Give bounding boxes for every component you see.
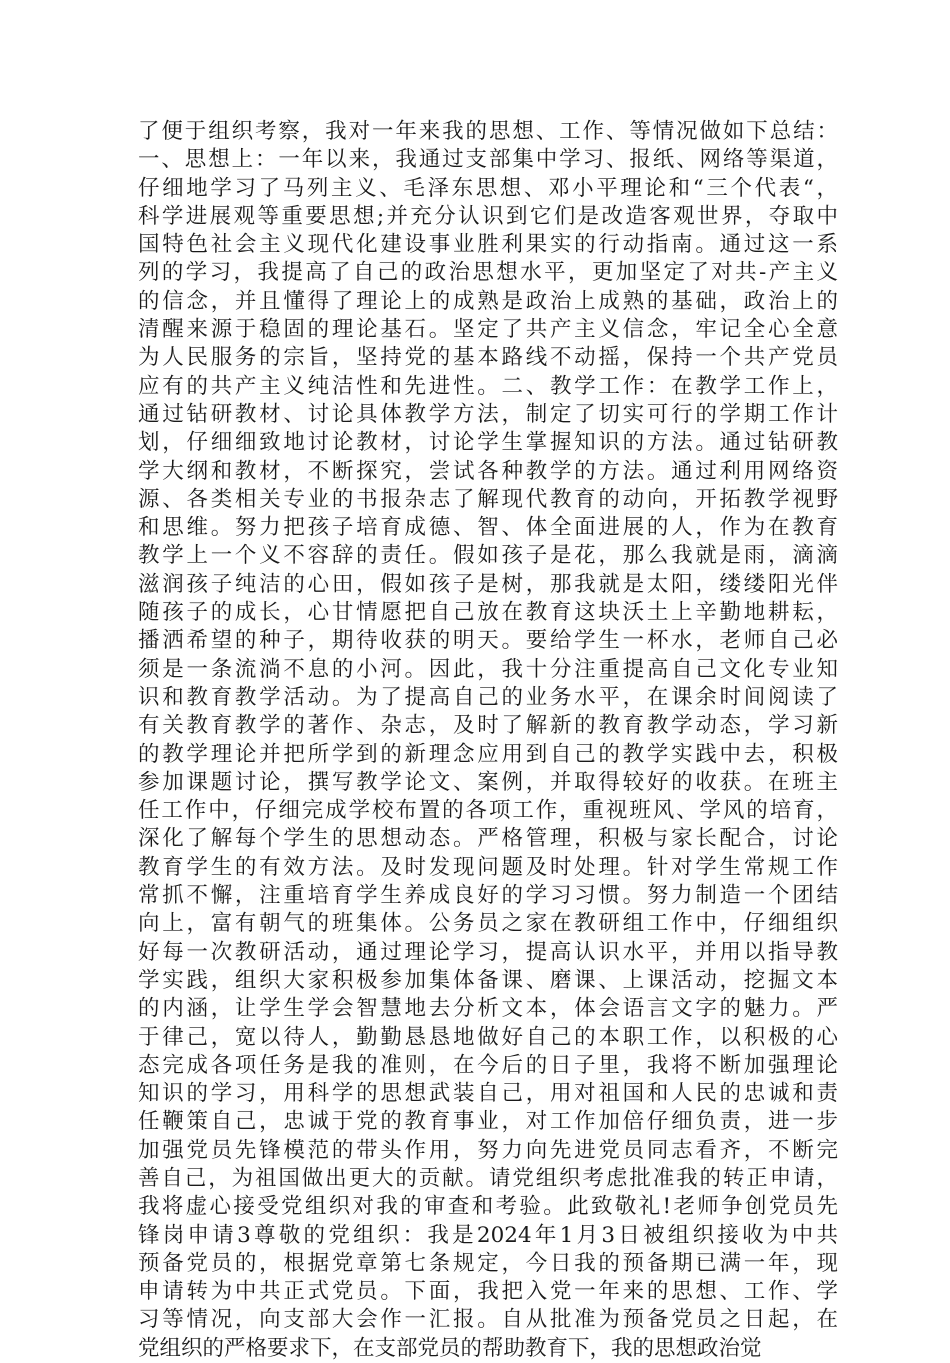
text-line: 通过钻研教材、讨论具体教学方法，制定了切实可行的学期工作计: [138, 401, 838, 427]
text-line: 学大纲和教材，不断探究，尝试各种教学的方法。通过利用网络资: [138, 458, 838, 484]
text-line: 国特色社会主义现代化建设事业胜利果实的行动指南。通过这一系: [138, 232, 838, 258]
text-line: 我将虚心接受党组织对我的审查和考验。此致敬礼!老师争创党员先: [138, 1194, 838, 1220]
text-line: 锋岗申请3尊敬的党组织：我是2024年1月3日被组织接收为中共: [138, 1222, 838, 1248]
text-line: 为人民服务的宗旨，坚持党的基本路线不动摇，保持一个共产党员: [138, 345, 838, 371]
text-line: 善自己，为祖国做出更大的贡献。请党组织考虑批准我的转正申请，: [138, 1165, 838, 1191]
text-line: 申请转为中共正式党员。下面，我把入党一年来的思想、工作、学: [138, 1279, 838, 1305]
document-body: [138, 118, 838, 1363]
text-line: 教学上一个义不容辞的责任。假如孩子是花，那么我就是雨，滴滴: [138, 543, 838, 569]
text-line: 源、各类相关专业的书报杂志了解现代教育的动向，开拓教学视野: [138, 486, 838, 512]
text-line: 随孩子的成长，心甘情愿把自己放在教育这块沃土上辛勤地耕耘，: [138, 600, 838, 626]
text-line: 清醒来源于稳固的理论基石。坚定了共产主义信念，牢记全心全意: [138, 317, 838, 343]
text-line: 任工作中，仔细完成学校布置的各项工作，重视班风、学风的培育，: [138, 798, 838, 824]
text-line: 深化了解每个学生的思想动态。严格管理，积极与家长配合，讨论: [138, 826, 838, 852]
text-line: 常抓不懈，注重培育学生养成良好的学习习惯。努力制造一个团结: [138, 883, 838, 909]
text-line: 预备党员的，根据党章第七条规定，今日我的预备期已满一年，现: [138, 1250, 838, 1276]
text-line: 列的学习，我提高了自己的政治思想水平，更加坚定了对共-产主义: [138, 260, 838, 286]
text-line: 科学进展观等重要思想;并充分认识到它们是改造客观世界，夺取中: [138, 203, 838, 229]
text-line: 的教学理论并把所学到的新理念应用到自己的教学实践中去，积极: [138, 741, 838, 767]
text-line: 的内涵，让学生学会智慧地去分析文本，体会语言文字的魅力。严: [138, 996, 838, 1022]
text-line: 态完成各项任务是我的准则，在今后的日子里，我将不断加强理论: [138, 1052, 838, 1078]
text-line: 播洒希望的种子，期待收获的明天。要给学生一杯水，老师自己必: [138, 628, 838, 654]
text-line: 仔细地学习了马列主义、毛泽东思想、邓小平理论和“三个代表“，: [138, 175, 838, 201]
text-line: 一、思想上：一年以来，我通过支部集中学习、报纸、网络等渠道，: [138, 147, 838, 173]
text-line: 学实践，组织大家积极参加集体备课、磨课、上课活动，挖掘文本: [138, 967, 838, 993]
text-line: 划，仔细细致地讨论教材，讨论学生掌握知识的方法。通过钻研教: [138, 430, 838, 456]
text-line: 习等情况，向支部大会作一汇报。自从批准为预备党员之日起，在: [138, 1307, 838, 1333]
text-line: 了便于组织考察，我对一年来我的思想、工作、等情况做如下总结：: [138, 119, 838, 144]
text-line: 教育学生的有效方法。及时发现问题及时处理。针对学生常规工作: [138, 854, 838, 880]
text-line: 加强党员先锋模范的带头作用，努力向先进党员同志看齐，不断完: [138, 1137, 838, 1163]
text-line: 任鞭策自己，忠诚于党的教育事业，对工作加倍仔细负责，进一步: [138, 1109, 838, 1135]
text-line: 的信念，并且懂得了理论上的成熟是政治上成熟的基础，政治上的: [138, 288, 838, 314]
text-line: 向上，富有朝气的班集体。公务员之家在教研组工作中，仔细组织: [138, 911, 838, 937]
text-line: 应有的共产主义纯洁性和先进性。二、教学工作：在教学工作上，: [138, 373, 838, 399]
text-line: 有关教育教学的著作、杂志，及时了解新的教育教学动态，学习新: [138, 713, 838, 739]
text-line: 滋润孩子纯洁的心田，假如孩子是树，那我就是太阳，缕缕阳光伴: [138, 571, 838, 597]
text-line: 须是一条流淌不息的小河。因此，我十分注重提高自己文化专业知: [138, 656, 838, 682]
text-line: 参加课题讨论，撰写教学论文、案例，并取得较好的收获。在班主: [138, 769, 838, 795]
text-line: 和思维。努力把孩子培育成德、智、体全面进展的人，作为在教育: [138, 515, 838, 541]
text-line: 党组织的严格要求下，在支部党员的帮助教育下，我的思想政治觉: [138, 1335, 762, 1361]
text-line: 于律己，宽以待人，勤勤恳恳地做好自己的本职工作，以积极的心: [138, 1024, 838, 1050]
text-line: 知识的学习，用科学的思想武装自己，用对祖国和人民的忠诚和责: [138, 1081, 838, 1107]
text-line: 识和教育教学活动。为了提高自己的业务水平，在课余时间阅读了: [138, 684, 838, 710]
text-line: 好每一次教研活动，通过理论学习，提高认识水平，并用以指导教: [138, 939, 838, 965]
